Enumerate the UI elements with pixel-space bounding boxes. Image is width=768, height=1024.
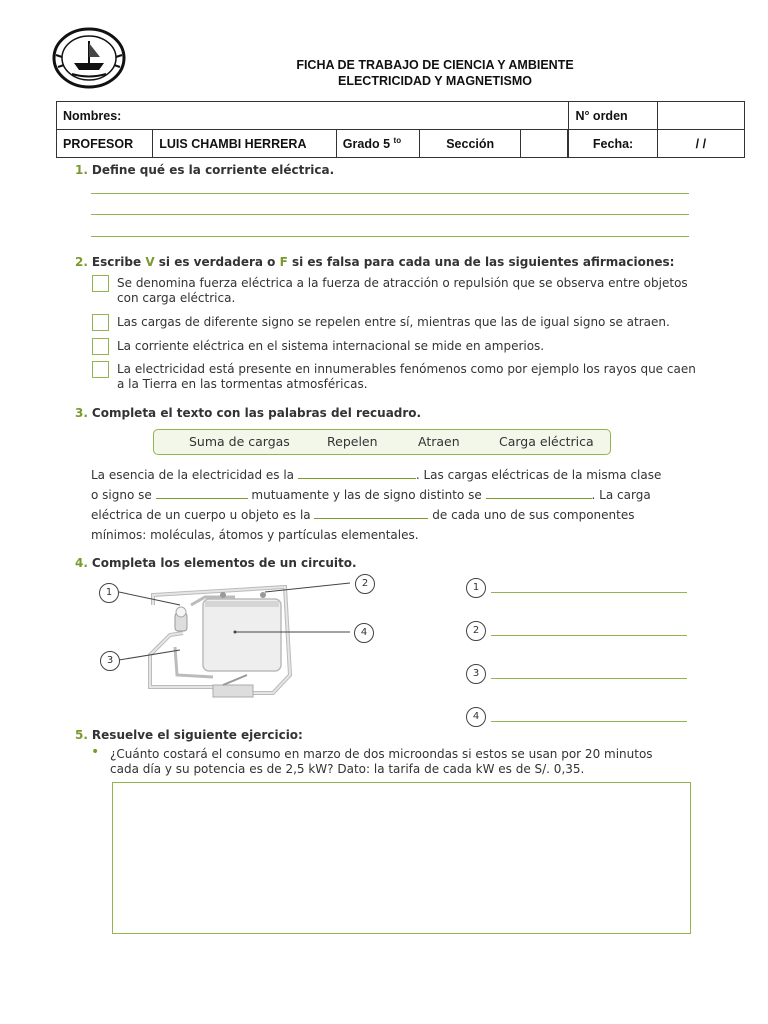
answer-label: 3 <box>466 664 486 684</box>
fill-in-paragraph: La esencia de la electricidad es la . Las cargas eléctricas de la misma clase o signo se mutuamente y las de signo distinto se . La carga eléctrica de un cuerpo u objeto es la de cada uno de sus componentes mínimos: moléculas, átomos y partículas elementales. <box>91 468 662 542</box>
fill-blank[interactable] <box>486 487 592 499</box>
answer-line[interactable] <box>491 635 687 636</box>
question-1: 1. Define qué es la corriente eléctrica. <box>75 163 335 177</box>
statement-4: La electricidad está presente en innumerables fenómenos como por ejemplo los rayos que caen a la Tierra en las tormentas atmosféricas. <box>117 362 696 391</box>
circuit-label: 3 <box>100 651 120 671</box>
orden-label: N° orden <box>569 102 657 130</box>
word-bank-item: Carga eléctrica <box>499 434 594 449</box>
word-bank-item: Atraen <box>418 434 460 449</box>
answer-box[interactable] <box>112 782 691 934</box>
question-3: 3. Completa el texto con las palabras del recuadro. <box>75 406 422 420</box>
answer-label: 1 <box>466 578 486 598</box>
profesor-label: PROFESOR <box>57 130 153 158</box>
worksheet-subtitle: ELECTRICIDAD Y MAGNETISMO <box>338 74 532 88</box>
seccion-field[interactable] <box>521 130 568 158</box>
fill-blank[interactable] <box>314 507 428 519</box>
true-false-checkbox[interactable] <box>92 361 109 378</box>
fill-blank[interactable] <box>298 467 416 479</box>
true-false-checkbox[interactable] <box>92 275 109 292</box>
statement-1: Se denomina fuerza eléctrica a la fuerza de atracción o repulsión que se observa entre objetos con carga eléctrica. <box>117 276 688 305</box>
circuit-diagram <box>95 575 385 710</box>
answer-label: 4 <box>466 707 486 727</box>
answer-line[interactable] <box>91 193 689 194</box>
profesor-name: LUIS CHAMBI HERRERA <box>153 130 337 158</box>
circuit-label: 1 <box>99 583 119 603</box>
answer-line[interactable] <box>91 236 689 237</box>
answer-label: 2 <box>466 621 486 641</box>
fecha-field[interactable]: / / <box>657 130 744 158</box>
answer-line[interactable] <box>491 721 687 722</box>
question-4: 4. Completa los elementos de un circuito. <box>75 556 357 570</box>
circuit-label: 4 <box>354 623 374 643</box>
true-false-checkbox[interactable] <box>92 338 109 355</box>
nombres-label: Nombres: <box>63 108 122 123</box>
fill-blank[interactable] <box>156 487 248 499</box>
circuit-label: 2 <box>355 574 375 594</box>
word-bank-item: Suma de cargas <box>189 434 290 449</box>
grado-label: Grado 5 $^{to}$ <box>336 130 419 158</box>
fecha-label: Fecha: <box>569 130 657 158</box>
seccion-label: Sección <box>420 130 521 158</box>
question-2: 2. Escribe V si es verdadera o F si es falsa para cada una de las siguientes afirmaciones: <box>75 255 675 269</box>
answer-line[interactable] <box>491 678 687 679</box>
statement-2: Las cargas de diferente signo se repelen entre sí, mientras que las de igual signo se atraen. <box>117 315 670 329</box>
exercise-text: ¿Cuánto costará el consumo en marzo de dos microondas si estos se usan por 20 minutos cada día y su potencia es de 2,5 kW? Dato: la tarifa de cada kW es de S/. 0,35. <box>110 747 653 776</box>
statement-3: La corriente eléctrica en el sistema internacional se mide en amperios. <box>117 339 545 353</box>
school-crest-icon <box>52 27 126 89</box>
nombres-field[interactable] <box>57 102 569 130</box>
true-false-checkbox[interactable] <box>92 314 109 331</box>
answer-line[interactable] <box>91 214 689 215</box>
question-5: 5. Resuelve el siguiente ejercicio: <box>75 728 303 742</box>
worksheet-title: FICHA DE TRABAJO DE CIENCIA Y AMBIENTE <box>296 58 574 72</box>
bullet: • <box>91 744 100 760</box>
answer-line[interactable] <box>491 592 687 593</box>
student-info-table <box>56 101 745 158</box>
word-bank-item: Repelen <box>327 434 378 449</box>
orden-field[interactable] <box>657 102 744 130</box>
